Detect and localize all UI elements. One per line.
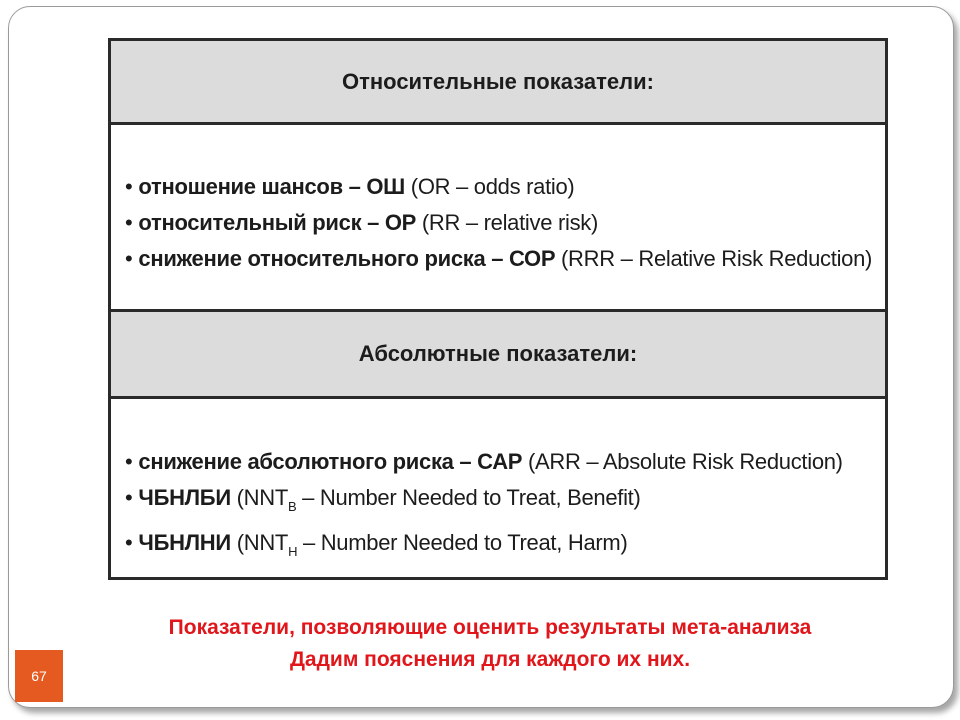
bullet-icon: • [125, 449, 133, 474]
bullet-icon: • [125, 174, 133, 199]
term-subscript: H [288, 544, 298, 559]
term-english: (RR – relative risk) [421, 210, 598, 235]
term: снижение абсолютного риска – САР [138, 449, 523, 474]
absolute-indicators-header: Абсолютные показатели: [111, 309, 885, 399]
bullet-icon: • [125, 246, 133, 271]
term-english: (OR – odds ratio) [410, 174, 575, 199]
list-item [125, 169, 885, 205]
caption-line-1: Показатели, позволяющие оценить результаты мета-анализа [168, 616, 812, 639]
term-subscript: B [287, 499, 297, 514]
term: ЧБНЛНИ [138, 530, 231, 555]
list-item [125, 205, 885, 241]
relative-indicators-header: Относительные показатели: [111, 41, 885, 125]
list-item [125, 525, 885, 570]
indicators-table [108, 38, 888, 580]
term: относительный риск – ОР [138, 210, 417, 235]
page-number-badge: 67 [15, 650, 63, 702]
term: ЧБНЛБИ [138, 485, 231, 510]
list-item [125, 241, 885, 277]
term-english: (RRR – Relative Risk Reduction) [561, 246, 873, 271]
list-item [125, 480, 885, 525]
caption-line-2: Дадим пояснения для каждого их них. [289, 648, 691, 671]
term-abbrev: (NNT [236, 530, 289, 555]
term-abbrev: (NNT [236, 485, 288, 510]
bullet-icon: • [125, 530, 133, 555]
bullet-icon: • [125, 210, 133, 235]
term-english: – Number Needed to Treat, Benefit) [296, 485, 641, 510]
bullet-icon: • [125, 485, 133, 510]
term-english: – Number Needed to Treat, Harm) [297, 530, 628, 555]
term: снижение относительного риска – СОР [138, 246, 556, 271]
term: отношение шансов – ОШ [138, 174, 405, 199]
list-item [125, 444, 885, 480]
term-english: (ARR – Absolute Risk Reduction) [527, 449, 843, 474]
relative-indicators-list [125, 169, 885, 277]
absolute-indicators-list [125, 444, 885, 570]
